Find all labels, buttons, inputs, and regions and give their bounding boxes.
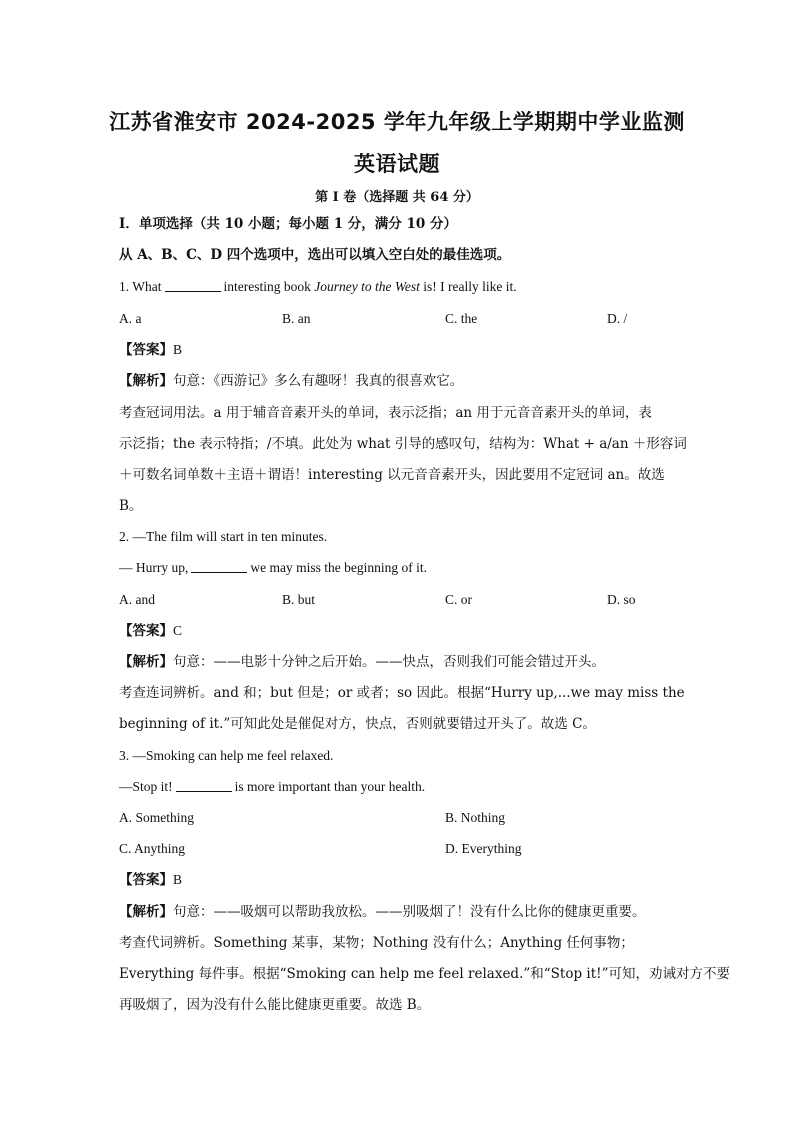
question-1-option-c: C. the [445,311,478,326]
answer-label: 【答案】 [119,872,173,888]
question-1-stem-start: 1. What [119,279,162,294]
analysis-label: 【解析】 [119,654,173,670]
analysis-text: 句意：《西游记》多么有趣呀！我真的很喜欢它。 [173,373,464,389]
question-1-analysis-line-2: 考查冠词用法。a 用于辅音音素开头的单词，表示泛指；an 用于元音音素开头的单词，表 [119,405,652,421]
question-2-dialog-end: we may miss the beginning of it. [250,560,427,575]
answer-value: B [173,872,183,887]
question-1-analysis-line-5: B。 [119,498,143,514]
question-3-option-a: A. Something [119,810,195,825]
question-3-dialog-end: is more important than your health. [234,779,426,794]
question-1-analysis-line-1 [119,371,679,391]
analysis-label: 【解析】 [119,373,173,389]
volume-heading: 第 I 卷（选择题 共 64 分） [315,190,479,205]
question-2-option-d: D. so [607,592,636,607]
document-title: 江苏省淮安市 2024-2025 学年九年级上学期期中学业监测 [109,110,685,134]
section-heading: Ⅰ．单项选择（共 10 小题；每小题 1 分，满分 10 分） [119,216,457,232]
question-2-analysis-line-2: 考查连词辨析。and 和；but 但是；or 或者；so 因此。根据“Hurry up,...we may miss the [119,685,685,701]
question-2-option-a: A. and [119,592,155,607]
question-1-option-d: D. / [607,311,628,326]
question-2-option-c: C. or [445,592,472,607]
question-1-analysis-line-3: 示泛指；the 表示特指；/不填。此处为 what 引导的感叹句，结构为：What + a/an ＋形容词 [119,436,687,452]
question-2-dialog-start: — Hurry up, [119,560,189,575]
answer-label: 【答案】 [119,342,173,358]
question-1-answer [119,340,679,360]
question-2-dialog-2 [119,558,679,578]
question-1-option-b: B. an [282,311,311,326]
answer-label: 【答案】 [119,623,173,639]
question-3-analysis-line-3: Everything 每件事。根据“Smoking can help me feel relaxed.”和“Stop it!”可知，劝诫对方不要 [119,966,730,982]
question-3-analysis-line-2: 考查代词辨析。Something 某事，某物；Nothing 没有什么；Anything 任何事物； [119,935,634,951]
question-3-option-c: C. Anything [119,841,186,856]
question-1-stem-mid: interesting book [223,279,311,294]
question-3-dialog-start: —Stop it! [119,779,173,794]
question-1-option-a: A. a [119,311,142,326]
book-title: Journey to the West [314,279,420,294]
answer-value: B [173,342,183,357]
question-3-option-b: B. Nothing [445,810,506,825]
question-2-option-b: B. but [282,592,316,607]
analysis-text: 句意：——电影十分钟之后开始。——快点，否则我们可能会错过开头。 [173,654,605,670]
question-1-stem-end: is! I really like it. [423,279,517,294]
section-instruction: 从 A、B、C、D 四个选项中，选出可以填入空白处的最佳选项。 [119,247,511,263]
question-2-analysis-line-1 [119,652,679,672]
question-1-analysis-line-4: ＋可数名词单数＋主语＋谓语！interesting 以元音音素开头，因此要用不定冠词 an。故选 [119,467,665,483]
question-3-analysis-line-4: 再吸烟了，因为没有什么能比健康更重要。故选 B。 [119,997,431,1013]
analysis-label: 【解析】 [119,904,173,920]
question-2-answer [119,621,679,641]
question-3-dialog-1: 3. —Smoking can help me feel relaxed. [119,748,334,763]
answer-blank [176,778,232,792]
answer-blank [191,559,247,573]
question-1-stem [119,277,679,297]
analysis-text: 句意：——吸烟可以帮助我放松。——别吸烟了！没有什么比你的健康更重要。 [173,904,646,920]
question-3-analysis-line-1 [119,902,679,922]
question-3-dialog-2 [119,777,679,797]
question-2-dialog-1: 2. —The film will start in ten minutes. [119,529,328,544]
question-2-analysis-line-3: beginning of it.”可知此处是催促对方，快点，否则就要错过开头了。故选 C。 [119,716,596,732]
document-subtitle: 英语试题 [354,152,440,176]
answer-blank [165,278,221,292]
question-3-answer [119,870,679,890]
question-3-option-d: D. Everything [445,841,522,856]
answer-value: C [173,623,183,638]
